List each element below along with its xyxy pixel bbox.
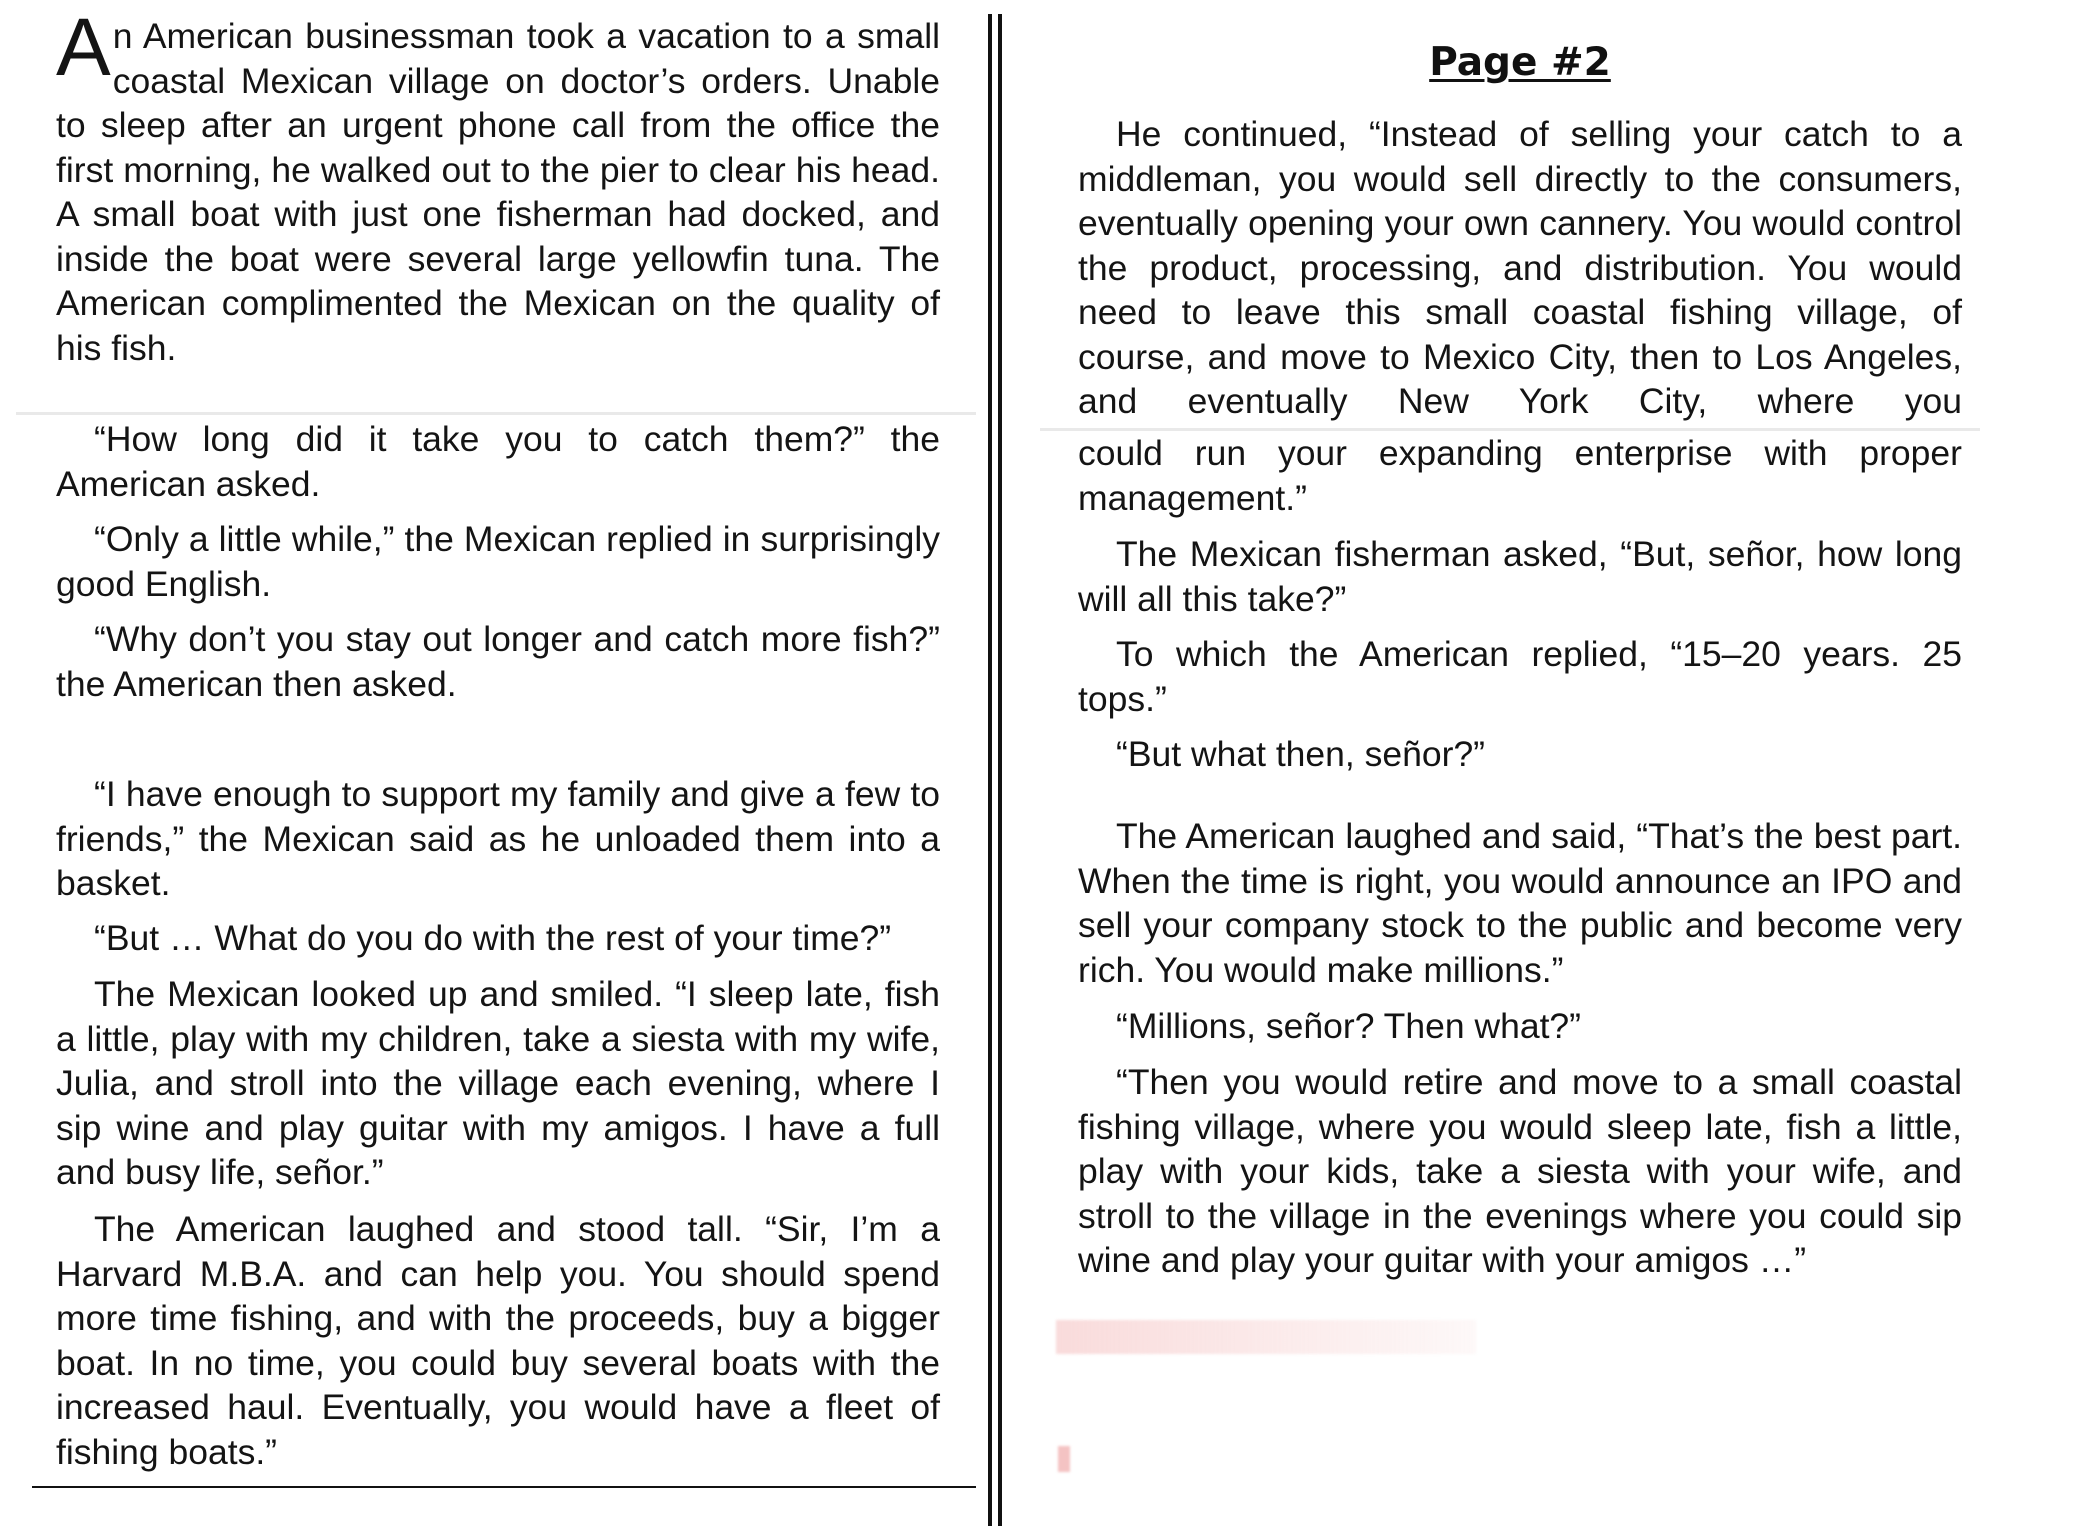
paragraph-sleep-late: The Mexican looked up and smiled. “I sleep late, fish a little, play with my children, take a siesta with my wife, Julia, and stroll into the village each evening, where I sip wine and play guitar with my amigos. I have a full and busy life, señor.”: [56, 974, 940, 1192]
left-bottom-rule: [32, 1486, 976, 1488]
drop-cap: A: [56, 2, 111, 93]
center-divider-left: [988, 14, 992, 1526]
opening-text: n American businessman took a vacation to a small coastal Mexican village on doctor’s orders. Unable to sleep after an urgent phone call from the office the first morning, he walked out to the pier to clear his head. A small boat with just one fisherman had docked, and inside the boat were several large yellowfin tuna. The American complimented the Mexican on the quality of his fish.: [56, 16, 940, 368]
paragraph-how-long-take: The Mexican fisherman asked, “But, señor, how long will all this take?”: [1078, 534, 1962, 619]
scan-artifact-smudge: [1056, 1320, 1476, 1354]
center-divider-right: [998, 14, 1002, 1526]
paragraph-he-continued-end: could run your expanding enterprise with proper management.”: [1078, 433, 1962, 518]
paragraph-little-while: “Only a little while,” the Mexican replied in surprisingly good English.: [56, 519, 940, 604]
paragraph-support-family: “I have enough to support my family and give a few to friends,” the Mexican said as he unloaded them into a basket.: [56, 774, 940, 903]
paragraph-what-then: “But what then, señor?”: [1116, 734, 1486, 774]
paragraph-15-20-years: To which the American replied, “15–20 years. 25 tops.”: [1078, 634, 1962, 719]
paragraph-harvard: The American laughed and stood tall. “Sir, I’m a Harvard M.B.A. and can help you. You should spend more time fishing, and with the proceeds, buy a bigger boat. In no time, you could buy several boats with the increased haul. Eventually, you would have a fleet of fishing boats.”: [56, 1209, 940, 1472]
paragraph-retire: “Then you would retire and move to a small coastal fishing village, where you would sleep late, fish a little, play with your kids, take a siesta with your wife, and stroll to the village in the evenings where you could sip wine and play your guitar with your amigos …”: [1078, 1062, 1962, 1280]
paragraph-stay-longer: “Why don’t you stay out longer and catch more fish?” the American then asked.: [56, 619, 940, 704]
paragraph-he-continued: He continued, “Instead of selling your catch to a middleman, you would sell directly to the consumers, eventually opening your own cannery. You would control the product, processing, and distribution. You would need to leave this small coastal fishing village, of course, and move to Mexico City, then to Los Angeles, and eventually New York City, where you: [1078, 114, 1962, 421]
scan-artifact-mark: [1058, 1446, 1070, 1472]
page-title: Page #2: [1429, 40, 1611, 85]
paragraph-millions: “Millions, señor? Then what?”: [1116, 1006, 1582, 1046]
scan-line-left: [16, 412, 976, 415]
paragraph-opening: [56, 2, 940, 370]
paragraph-rest-of-time: “But … What do you do with the rest of your time?”: [94, 918, 892, 958]
paragraph-how-long: “How long did it take you to catch them?” the American asked.: [56, 419, 940, 504]
paragraph-best-part: The American laughed and said, “That’s the best part. When the time is right, you would announce an IPO and sell your company stock to the public and become very rich. You would make millions.”: [1078, 816, 1962, 990]
